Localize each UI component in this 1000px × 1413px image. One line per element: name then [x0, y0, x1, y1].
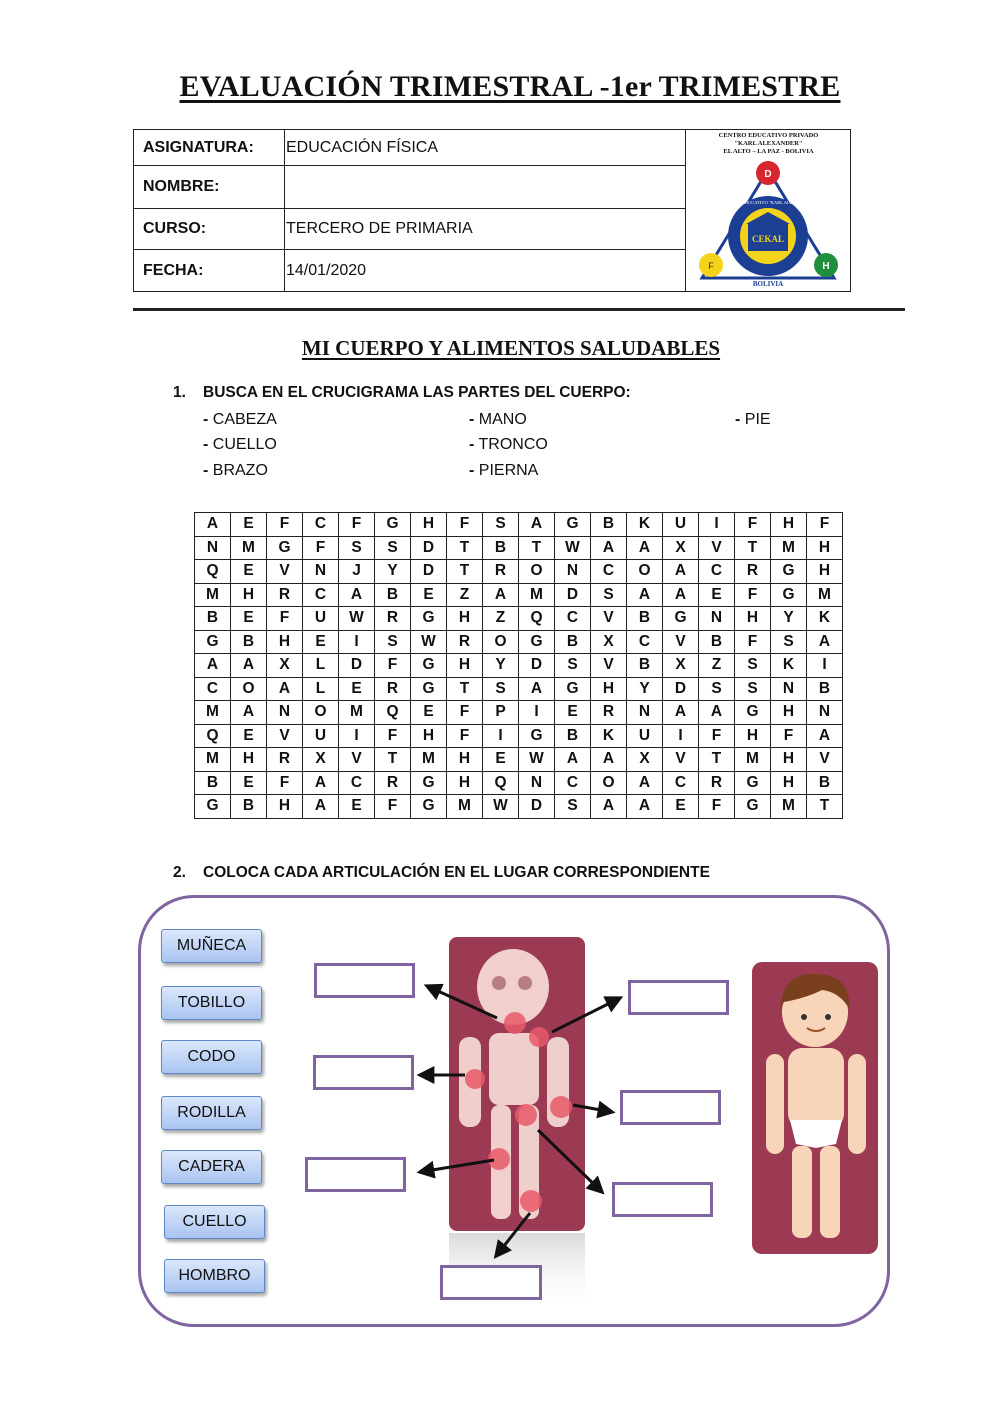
grid-cell[interactable]: H — [807, 560, 843, 584]
grid-cell[interactable]: C — [303, 583, 339, 607]
grid-cell[interactable]: H — [447, 748, 483, 772]
grid-cell[interactable]: A — [699, 701, 735, 725]
grid-cell[interactable]: C — [663, 771, 699, 795]
grid-cell[interactable]: B — [591, 513, 627, 537]
grid-cell[interactable]: R — [447, 630, 483, 654]
grid-cell[interactable]: H — [447, 771, 483, 795]
drop-zone-right-3[interactable] — [612, 1182, 713, 1217]
grid-cell[interactable]: A — [303, 771, 339, 795]
grid-cell[interactable]: B — [231, 795, 267, 819]
grid-cell[interactable]: U — [663, 513, 699, 537]
grid-cell[interactable]: B — [699, 630, 735, 654]
grid-cell[interactable]: K — [591, 724, 627, 748]
grid-cell[interactable]: X — [303, 748, 339, 772]
grid-cell[interactable]: G — [411, 771, 447, 795]
grid-cell[interactable]: F — [267, 513, 303, 537]
chip-rodilla[interactable]: RODILLA — [161, 1096, 262, 1130]
grid-cell[interactable]: F — [735, 630, 771, 654]
grid-cell[interactable]: S — [555, 795, 591, 819]
grid-cell[interactable]: F — [699, 724, 735, 748]
grid-cell[interactable]: H — [735, 607, 771, 631]
grid-cell[interactable]: F — [375, 654, 411, 678]
grid-cell[interactable]: A — [591, 748, 627, 772]
grid-cell[interactable]: B — [375, 583, 411, 607]
question-number: 2. — [173, 864, 186, 881]
grid-cell[interactable]: B — [627, 607, 663, 631]
grid-cell[interactable]: E — [411, 701, 447, 725]
grid-cell[interactable]: F — [447, 513, 483, 537]
grid-cell[interactable]: E — [231, 724, 267, 748]
drop-zone-right-2[interactable] — [620, 1090, 721, 1125]
grid-cell[interactable]: U — [303, 724, 339, 748]
grid-cell[interactable]: F — [375, 724, 411, 748]
grid-cell[interactable]: S — [339, 536, 375, 560]
question-text: BUSCA EN EL CRUCIGRAMA LAS PARTES DEL CUERPO: — [203, 384, 631, 401]
grid-cell[interactable]: A — [627, 583, 663, 607]
grid-cell[interactable]: F — [807, 513, 843, 537]
grid-cell[interactable]: S — [483, 513, 519, 537]
grid-cell[interactable]: B — [483, 536, 519, 560]
grid-cell[interactable]: O — [231, 677, 267, 701]
grid-cell[interactable]: B — [231, 630, 267, 654]
grid-cell[interactable]: B — [195, 607, 231, 631]
grid-cell[interactable]: B — [555, 724, 591, 748]
logo-line: CENTRO EDUCATIVO PRIVADO — [718, 132, 819, 139]
grid-cell[interactable]: A — [627, 795, 663, 819]
grid-cell[interactable]: W — [483, 795, 519, 819]
word-item: - PIE — [735, 411, 771, 428]
grid-cell[interactable]: G — [735, 701, 771, 725]
grid-cell[interactable]: Q — [519, 607, 555, 631]
chip-cadera[interactable]: CADERA — [161, 1150, 262, 1184]
grid-cell[interactable]: I — [807, 654, 843, 678]
logo-letter: H — [822, 261, 830, 272]
grid-cell[interactable]: H — [267, 795, 303, 819]
grid-cell[interactable]: T — [375, 748, 411, 772]
chip-codo[interactable]: CODO — [161, 1040, 262, 1074]
grid-cell[interactable]: X — [627, 748, 663, 772]
info-label: ASIGNATURA: — [134, 130, 285, 165]
grid-cell[interactable]: R — [591, 701, 627, 725]
grid-cell[interactable]: R — [375, 677, 411, 701]
grid-cell[interactable]: I — [519, 701, 555, 725]
grid-cell[interactable]: G — [519, 724, 555, 748]
grid-cell[interactable]: A — [519, 677, 555, 701]
grid-cell[interactable]: T — [699, 748, 735, 772]
grid-cell[interactable]: G — [375, 513, 411, 537]
grid-cell[interactable]: S — [591, 583, 627, 607]
grid-cell[interactable]: K — [771, 654, 807, 678]
grid-cell[interactable]: E — [231, 771, 267, 795]
grid-cell[interactable]: B — [627, 654, 663, 678]
grid-cell[interactable]: E — [231, 607, 267, 631]
grid-cell[interactable]: E — [411, 583, 447, 607]
grid-cell[interactable]: T — [447, 560, 483, 584]
grid-cell[interactable]: X — [267, 654, 303, 678]
grid-cell[interactable]: Y — [375, 560, 411, 584]
grid-cell[interactable]: C — [195, 677, 231, 701]
grid-cell[interactable]: Z — [447, 583, 483, 607]
grid-cell[interactable]: H — [807, 536, 843, 560]
grid-cell[interactable]: K — [627, 513, 663, 537]
grid-cell[interactable]: M — [771, 795, 807, 819]
grid-cell[interactable]: A — [663, 560, 699, 584]
grid-cell[interactable]: V — [699, 536, 735, 560]
word-item: - BRAZO — [203, 462, 268, 479]
grid-cell[interactable]: G — [411, 607, 447, 631]
grid-cell[interactable]: H — [231, 583, 267, 607]
drop-zone-left-2[interactable] — [313, 1055, 414, 1090]
grid-cell[interactable]: G — [771, 560, 807, 584]
grid-cell[interactable]: H — [411, 513, 447, 537]
grid-cell[interactable]: B — [555, 630, 591, 654]
grid-cell[interactable]: M — [447, 795, 483, 819]
drop-zone-left-3[interactable] — [305, 1157, 406, 1192]
grid-cell[interactable]: G — [771, 583, 807, 607]
grid-cell[interactable]: F — [339, 513, 375, 537]
grid-cell[interactable]: S — [555, 654, 591, 678]
grid-cell[interactable]: C — [555, 771, 591, 795]
grid-cell[interactable]: D — [411, 536, 447, 560]
grid-cell[interactable]: G — [195, 795, 231, 819]
arrow — [552, 998, 620, 1032]
grid-cell[interactable]: A — [591, 536, 627, 560]
grid-cell[interactable]: H — [771, 701, 807, 725]
word-item: - MANO — [469, 411, 527, 428]
grid-cell[interactable]: H — [267, 630, 303, 654]
grid-cell[interactable]: W — [555, 536, 591, 560]
grid-cell[interactable]: T — [447, 677, 483, 701]
grid-cell[interactable]: E — [699, 583, 735, 607]
grid-cell[interactable]: W — [411, 630, 447, 654]
grid-cell[interactable]: M — [735, 748, 771, 772]
grid-cell[interactable]: S — [375, 630, 411, 654]
grid-cell[interactable]: D — [555, 583, 591, 607]
word-item: - PIERNA — [469, 462, 539, 479]
grid-cell[interactable]: T — [735, 536, 771, 560]
grid-cell[interactable]: E — [663, 795, 699, 819]
grid-cell[interactable]: A — [591, 795, 627, 819]
grid-cell[interactable]: H — [411, 724, 447, 748]
grid-cell[interactable]: H — [447, 607, 483, 631]
grid-cell[interactable]: W — [519, 748, 555, 772]
grid-cell[interactable]: R — [699, 771, 735, 795]
info-label: CURSO: — [134, 209, 285, 249]
grid-cell[interactable]: B — [807, 771, 843, 795]
grid-cell[interactable]: H — [591, 677, 627, 701]
grid-cell[interactable]: C — [591, 560, 627, 584]
grid-cell[interactable]: P — [483, 701, 519, 725]
grid-cell[interactable]: M — [195, 748, 231, 772]
question-number: 1. — [173, 384, 186, 401]
grid-cell[interactable]: K — [807, 607, 843, 631]
chip-cuello[interactable]: CUELLO — [164, 1205, 265, 1239]
grid-cell[interactable]: O — [483, 630, 519, 654]
grid-cell[interactable]: W — [339, 607, 375, 631]
grid-cell[interactable]: G — [519, 630, 555, 654]
logo-line: "KARL ALEXANDER" — [734, 140, 803, 147]
logo-letter: D — [764, 169, 772, 180]
grid-cell[interactable]: I — [483, 724, 519, 748]
grid-cell[interactable]: C — [303, 513, 339, 537]
grid-cell[interactable]: I — [699, 513, 735, 537]
section-title: MI CUERPO Y ALIMENTOS SALUDABLES — [301, 336, 721, 360]
grid-cell[interactable]: E — [555, 701, 591, 725]
grid-cell[interactable]: Z — [483, 607, 519, 631]
grid-cell[interactable]: Q — [195, 724, 231, 748]
grid-cell[interactable]: O — [303, 701, 339, 725]
info-value: EDUCACIÓN FÍSICA — [286, 138, 439, 156]
grid-cell[interactable]: G — [267, 536, 303, 560]
chip-muneca[interactable]: MUÑECA — [161, 929, 262, 963]
grid-cell[interactable]: N — [519, 771, 555, 795]
grid-cell[interactable]: V — [267, 560, 303, 584]
grid-cell[interactable]: F — [267, 607, 303, 631]
question-text: COLOCA CADA ARTICULACIÓN EN EL LUGAR CORRESPONDIENTE — [203, 864, 710, 881]
grid-cell[interactable]: A — [519, 513, 555, 537]
grid-cell[interactable]: N — [771, 677, 807, 701]
info-value: 14/01/2020 — [286, 261, 367, 279]
grid-cell[interactable]: I — [339, 630, 375, 654]
grid-cell[interactable]: H — [231, 748, 267, 772]
grid-cell[interactable]: B — [807, 677, 843, 701]
grid-cell[interactable]: U — [627, 724, 663, 748]
arrow — [496, 1213, 530, 1256]
grid-cell[interactable]: Y — [627, 677, 663, 701]
grid-cell[interactable]: A — [627, 771, 663, 795]
grid-cell[interactable]: G — [555, 677, 591, 701]
page-title: EVALUACIÓN TRIMESTRAL -1er TRIMESTRE — [179, 70, 841, 103]
grid-cell[interactable]: A — [555, 748, 591, 772]
chip-tobillo[interactable]: TOBILLO — [161, 986, 262, 1020]
grid-cell[interactable]: S — [375, 536, 411, 560]
grid-cell[interactable]: O — [627, 560, 663, 584]
grid-cell[interactable]: T — [519, 536, 555, 560]
logo-emblem-text: CEKAL — [751, 234, 785, 244]
grid-cell[interactable]: G — [663, 607, 699, 631]
grid-cell[interactable]: M — [195, 701, 231, 725]
grid-cell[interactable]: D — [519, 795, 555, 819]
grid-cell[interactable]: A — [195, 513, 231, 537]
logo-bottom-text: BOLIVIA — [752, 280, 784, 288]
grid-cell[interactable]: L — [303, 677, 339, 701]
grid-cell[interactable]: N — [627, 701, 663, 725]
grid-cell[interactable]: H — [735, 724, 771, 748]
grid-cell[interactable]: A — [231, 654, 267, 678]
grid-cell[interactable]: G — [411, 677, 447, 701]
grid-cell[interactable]: F — [375, 795, 411, 819]
grid-cell[interactable]: F — [447, 724, 483, 748]
info-value: TERCERO DE PRIMARIA — [286, 220, 473, 237]
grid-cell[interactable]: C — [339, 771, 375, 795]
grid-cell[interactable]: A — [303, 795, 339, 819]
grid-cell[interactable]: T — [447, 536, 483, 560]
grid-cell[interactable]: A — [231, 701, 267, 725]
grid-cell[interactable]: H — [771, 513, 807, 537]
grid-cell[interactable]: C — [555, 607, 591, 631]
grid-cell[interactable]: V — [663, 630, 699, 654]
grid-cell[interactable]: R — [483, 560, 519, 584]
grid-cell[interactable]: M — [519, 583, 555, 607]
drop-zone-bottom[interactable] — [440, 1265, 542, 1300]
grid-cell[interactable]: M — [339, 701, 375, 725]
arrow — [420, 1160, 494, 1172]
grid-cell[interactable]: G — [411, 795, 447, 819]
grid-cell[interactable]: G — [735, 795, 771, 819]
arrow — [427, 986, 497, 1018]
grid-cell[interactable]: O — [591, 771, 627, 795]
grid-cell[interactable]: I — [663, 724, 699, 748]
grid-cell[interactable]: U — [303, 607, 339, 631]
grid-cell[interactable]: M — [807, 583, 843, 607]
grid-cell[interactable]: A — [339, 583, 375, 607]
grid-cell[interactable]: Q — [483, 771, 519, 795]
grid-cell[interactable]: F — [267, 771, 303, 795]
grid-cell[interactable]: M — [231, 536, 267, 560]
grid-cell[interactable]: X — [591, 630, 627, 654]
grid-cell[interactable]: N — [807, 701, 843, 725]
grid-cell[interactable]: A — [663, 583, 699, 607]
grid-cell[interactable]: X — [663, 654, 699, 678]
arrow — [538, 1130, 602, 1192]
grid-cell[interactable]: B — [195, 771, 231, 795]
grid-cell[interactable]: E — [231, 513, 267, 537]
grid-cell[interactable]: V — [663, 748, 699, 772]
word-item: - TRONCO — [469, 436, 548, 453]
grid-cell[interactable]: R — [375, 771, 411, 795]
grid-cell[interactable]: D — [663, 677, 699, 701]
grid-cell[interactable]: N — [555, 560, 591, 584]
grid-cell[interactable]: S — [483, 677, 519, 701]
grid-cell[interactable]: T — [807, 795, 843, 819]
grid-cell[interactable]: H — [447, 654, 483, 678]
grid-cell[interactable]: O — [519, 560, 555, 584]
info-label: NOMBRE: — [134, 166, 285, 208]
grid-cell[interactable]: S — [771, 630, 807, 654]
grid-cell[interactable]: E — [339, 795, 375, 819]
grid-cell[interactable]: M — [195, 583, 231, 607]
grid-cell[interactable]: E — [483, 748, 519, 772]
grid-cell[interactable]: M — [771, 536, 807, 560]
grid-cell[interactable]: F — [771, 724, 807, 748]
logo-line: EL ALTO – LA PAZ - BOLIVIA — [723, 148, 814, 155]
grid-cell[interactable]: S — [735, 654, 771, 678]
grid-cell[interactable]: A — [483, 583, 519, 607]
grid-cell[interactable]: G — [555, 513, 591, 537]
grid-cell[interactable]: V — [591, 607, 627, 631]
arrow — [573, 1105, 612, 1112]
grid-cell[interactable]: L — [303, 654, 339, 678]
chip-hombro[interactable]: HOMBRO — [164, 1259, 265, 1293]
grid-cell[interactable]: A — [807, 630, 843, 654]
grid-cell[interactable]: F — [303, 536, 339, 560]
grid-cell[interactable]: A — [267, 677, 303, 701]
grid-cell[interactable]: A — [627, 536, 663, 560]
grid-cell[interactable]: H — [771, 748, 807, 772]
grid-cell[interactable]: G — [195, 630, 231, 654]
grid-cell[interactable]: Y — [771, 607, 807, 631]
grid-cell[interactable]: V — [591, 654, 627, 678]
grid-cell[interactable]: D — [339, 654, 375, 678]
grid-cell[interactable]: D — [519, 654, 555, 678]
grid-cell[interactable]: E — [231, 560, 267, 584]
grid-cell[interactable]: C — [627, 630, 663, 654]
grid-cell[interactable]: D — [411, 560, 447, 584]
grid-cell[interactable]: V — [807, 748, 843, 772]
grid-cell[interactable]: S — [699, 677, 735, 701]
grid-cell[interactable]: A — [663, 701, 699, 725]
drop-zone-right-1[interactable] — [628, 980, 729, 1015]
grid-cell[interactable]: H — [771, 771, 807, 795]
grid-cell[interactable]: N — [699, 607, 735, 631]
grid-cell[interactable]: X — [663, 536, 699, 560]
grid-cell[interactable]: S — [735, 677, 771, 701]
grid-cell[interactable]: F — [735, 583, 771, 607]
grid-cell[interactable]: V — [267, 724, 303, 748]
grid-cell[interactable]: V — [339, 748, 375, 772]
grid-cell[interactable]: G — [411, 654, 447, 678]
grid-cell[interactable]: G — [735, 771, 771, 795]
grid-cell[interactable]: M — [411, 748, 447, 772]
grid-cell[interactable]: A — [195, 654, 231, 678]
grid-cell[interactable]: J — [339, 560, 375, 584]
grid-cell[interactable]: N — [267, 701, 303, 725]
grid-cell[interactable]: R — [735, 560, 771, 584]
grid-cell[interactable]: R — [267, 748, 303, 772]
word-item: - CABEZA — [203, 411, 277, 428]
logo-letter: F — [708, 261, 714, 271]
grid-cell[interactable]: A — [807, 724, 843, 748]
info-label: FECHA: — [134, 250, 285, 291]
grid-cell[interactable]: F — [735, 513, 771, 537]
grid-cell[interactable]: E — [303, 630, 339, 654]
word-item: - CUELLO — [203, 436, 277, 453]
drop-zone-left-1[interactable] — [314, 963, 415, 998]
grid-cell[interactable]: I — [339, 724, 375, 748]
grid-cell[interactable]: R — [375, 607, 411, 631]
grid-cell[interactable]: N — [195, 536, 231, 560]
grid-cell[interactable]: Y — [483, 654, 519, 678]
grid-cell[interactable]: F — [447, 701, 483, 725]
grid-cell[interactable]: Z — [699, 654, 735, 678]
grid-cell[interactable]: Q — [375, 701, 411, 725]
logo-ring-text: CENTRO EDUCATIVO "KARL ALEXANDER" — [722, 200, 814, 205]
grid-cell[interactable]: C — [699, 560, 735, 584]
grid-cell[interactable]: R — [267, 583, 303, 607]
grid-cell[interactable]: Q — [195, 560, 231, 584]
grid-cell[interactable]: E — [339, 677, 375, 701]
grid-cell[interactable]: N — [303, 560, 339, 584]
grid-cell[interactable]: F — [699, 795, 735, 819]
